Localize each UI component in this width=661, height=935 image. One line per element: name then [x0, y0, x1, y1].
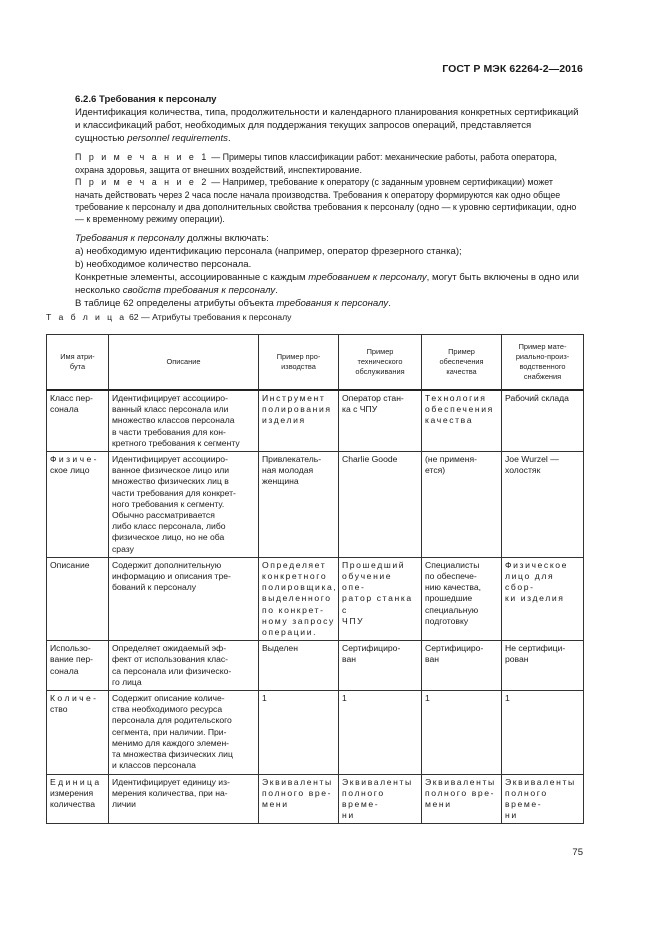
cell-maintenance: Сертифициро- ван [339, 641, 422, 691]
p2-text: должны включать: [184, 232, 269, 244]
p1-text-b: . [227, 133, 231, 145]
table-row [47, 691, 584, 774]
col-header-maintenance-example: Пример технического обслуживания [339, 335, 422, 391]
cell-description: Содержит дополнительную информацию и описания тре- бований к персоналу [109, 557, 259, 640]
p3-term-1: требованием к персоналу [308, 272, 427, 284]
col-header-description: Описание [109, 335, 259, 391]
table-row [47, 557, 584, 640]
paragraph-3 [75, 271, 583, 297]
cell-quality: Эквиваленты полного вре- мени [422, 774, 502, 824]
note-1-label: П р и м е ч а н и е 1 [75, 152, 209, 163]
cell-maintenance: Charlie Goode [339, 452, 422, 558]
p4-text-a: В таблице 62 определены атрибуты объекта [75, 298, 277, 310]
cell-maintenance: Прошедший обучение опе- ратор станка с ЧПУ [339, 557, 422, 640]
cell-inventory: Рабочий склада [502, 390, 584, 452]
cell-attribute: Ф и з и ч е - ское лицо [47, 452, 109, 558]
note-2-label: П р и м е ч а н и е 2 [75, 177, 209, 188]
cell-inventory: Эквиваленты полного време- ни [502, 774, 584, 824]
table-row [47, 641, 584, 691]
cell-quality: 1 [422, 691, 502, 774]
p2-term: Требования к персоналу [75, 232, 185, 244]
col-header-attribute-name: Имя атри- бута [47, 335, 109, 391]
col-header-inventory-example: Пример мате- риально-произ- водственного снабжения [502, 335, 584, 391]
cell-production: Определяет конкретного полировщика, выделенного по конкрет- ному запросу операции. [259, 557, 339, 640]
table-header-row [47, 335, 584, 391]
cell-quality: (не применя- ется) [422, 452, 502, 558]
cell-attribute: К о л и ч е - ство [47, 691, 109, 774]
p3-text-b: , могут быть включены в одно или несколько [75, 272, 580, 297]
cell-attribute: Использо- вание пер- сонала [47, 641, 109, 691]
col-header-production-example: Пример про- изводства [259, 335, 339, 391]
cell-description: Содержит описание количе- ства необходимого ресурса персонала для родительского сегмента, при наличии. При- менимо для каждого элемен- та множества физических лиц и классов персонала [109, 691, 259, 774]
table-row [47, 452, 584, 558]
cell-quality: Сертифициро- ван [422, 641, 502, 691]
table-caption-label: Т а б л и ц а [46, 312, 127, 322]
cell-description: Идентифицирует ассоцииро- ванное физическое лицо или множество физических лиц в части требования для конкрет- ного требования к сегменту. Обычно рассматривается либо класс персонала, либо физическое лицо, но не оба сразу [109, 452, 259, 558]
cell-inventory: Не сертифици- рован [502, 641, 584, 691]
cell-inventory: Joe Wurzel — холостяк [502, 452, 584, 558]
cell-production: Выделен [259, 641, 339, 691]
cell-quality: Специалисты по обеспече- нию качества, прошедшие специальную подготовку [422, 557, 502, 640]
cell-production: Эквиваленты полного вре- мени [259, 774, 339, 824]
section-body [75, 93, 583, 310]
cell-quality: Технология обеспечения качества [422, 390, 502, 452]
note-2-text: — Например, требование к оператору (с заданным уровнем сертификации) может начать действовать через 2 часа после начала производства. Требования к оператору формируются как одно общее требование к персоналу и два дополнительных свойства требования к персоналу (одно — к уровню сертификации, одно — к временному режиму операции). [75, 177, 577, 225]
p1-term: personnel requirements [127, 133, 228, 145]
cell-maintenance: 1 [339, 691, 422, 774]
paragraph-2 [75, 232, 583, 245]
table-caption-text: 62 — Атрибуты требования к персоналу [126, 312, 292, 322]
p1-text-a: Идентификация количества, типа, продолжительности и календарного планирования конкретных сертификаций и классификаций работ, необходимых для поддержания текущих запросов операций, представляется сущностью [75, 107, 579, 145]
p4-text-b: . [388, 298, 391, 310]
page-number: 75 [572, 847, 583, 858]
p3-text-a: Конкретные элементы, ассоциированные с каждым [75, 272, 309, 284]
cell-inventory: 1 [502, 691, 584, 774]
list-item-a: а) необходимую идентификацию персонала (например, оператор фрезерного станка); [75, 245, 462, 257]
standard-header: ГОСТ Р МЭК 62264-2—2016 [442, 63, 583, 75]
paragraph-1 [75, 106, 583, 145]
note-1 [75, 151, 583, 176]
p4-term: требования к персоналу [276, 298, 389, 310]
cell-maintenance: Оператор стан- ка с ЧПУ [339, 390, 422, 452]
cell-description: Идентифицирует единицу из- мерения количества, при на- личии [109, 774, 259, 824]
cell-attribute: Е д и н и ц а измерения количества [47, 774, 109, 824]
paragraph-4 [75, 297, 583, 310]
table-caption [46, 312, 292, 322]
cell-description: Идентифицирует ассоцииро- ванный класс персонала или множество классов персонала в части требования для кон- кретного требования к сегменту [109, 390, 259, 452]
cell-inventory: Физическое лицо для сбор- ки изделия [502, 557, 584, 640]
cell-attribute: Класс пер- сонала [47, 390, 109, 452]
note-1-text: — Примеры типов классификации работ: механические работы, работа оператора, охрана здоровья, защита от внешних воздействий, инспектирование. [75, 152, 557, 175]
section-title: 6.2.6 Требования к персоналу [75, 94, 217, 105]
p3-text-c: . [275, 285, 278, 297]
cell-production: 1 [259, 691, 339, 774]
p3-term-2: свойств требования к персоналу [122, 285, 276, 297]
note-2 [75, 176, 583, 226]
attributes-table [46, 334, 584, 824]
list-item-b: b) необходимое количество персонала. [75, 259, 252, 270]
cell-production: Привлекатель- ная молодая женщина [259, 452, 339, 558]
col-header-quality-example: Пример обеспечения качества [422, 335, 502, 391]
cell-attribute: Описание [47, 557, 109, 640]
cell-description: Определяет ожидаемый эф- фект от использования клас- са персонала или физическо- го лица [109, 641, 259, 691]
cell-production: Инструмент полирования изделия [259, 390, 339, 452]
table-row [47, 774, 584, 824]
cell-maintenance: Эквиваленты полного време- ни [339, 774, 422, 824]
table-row [47, 390, 584, 452]
